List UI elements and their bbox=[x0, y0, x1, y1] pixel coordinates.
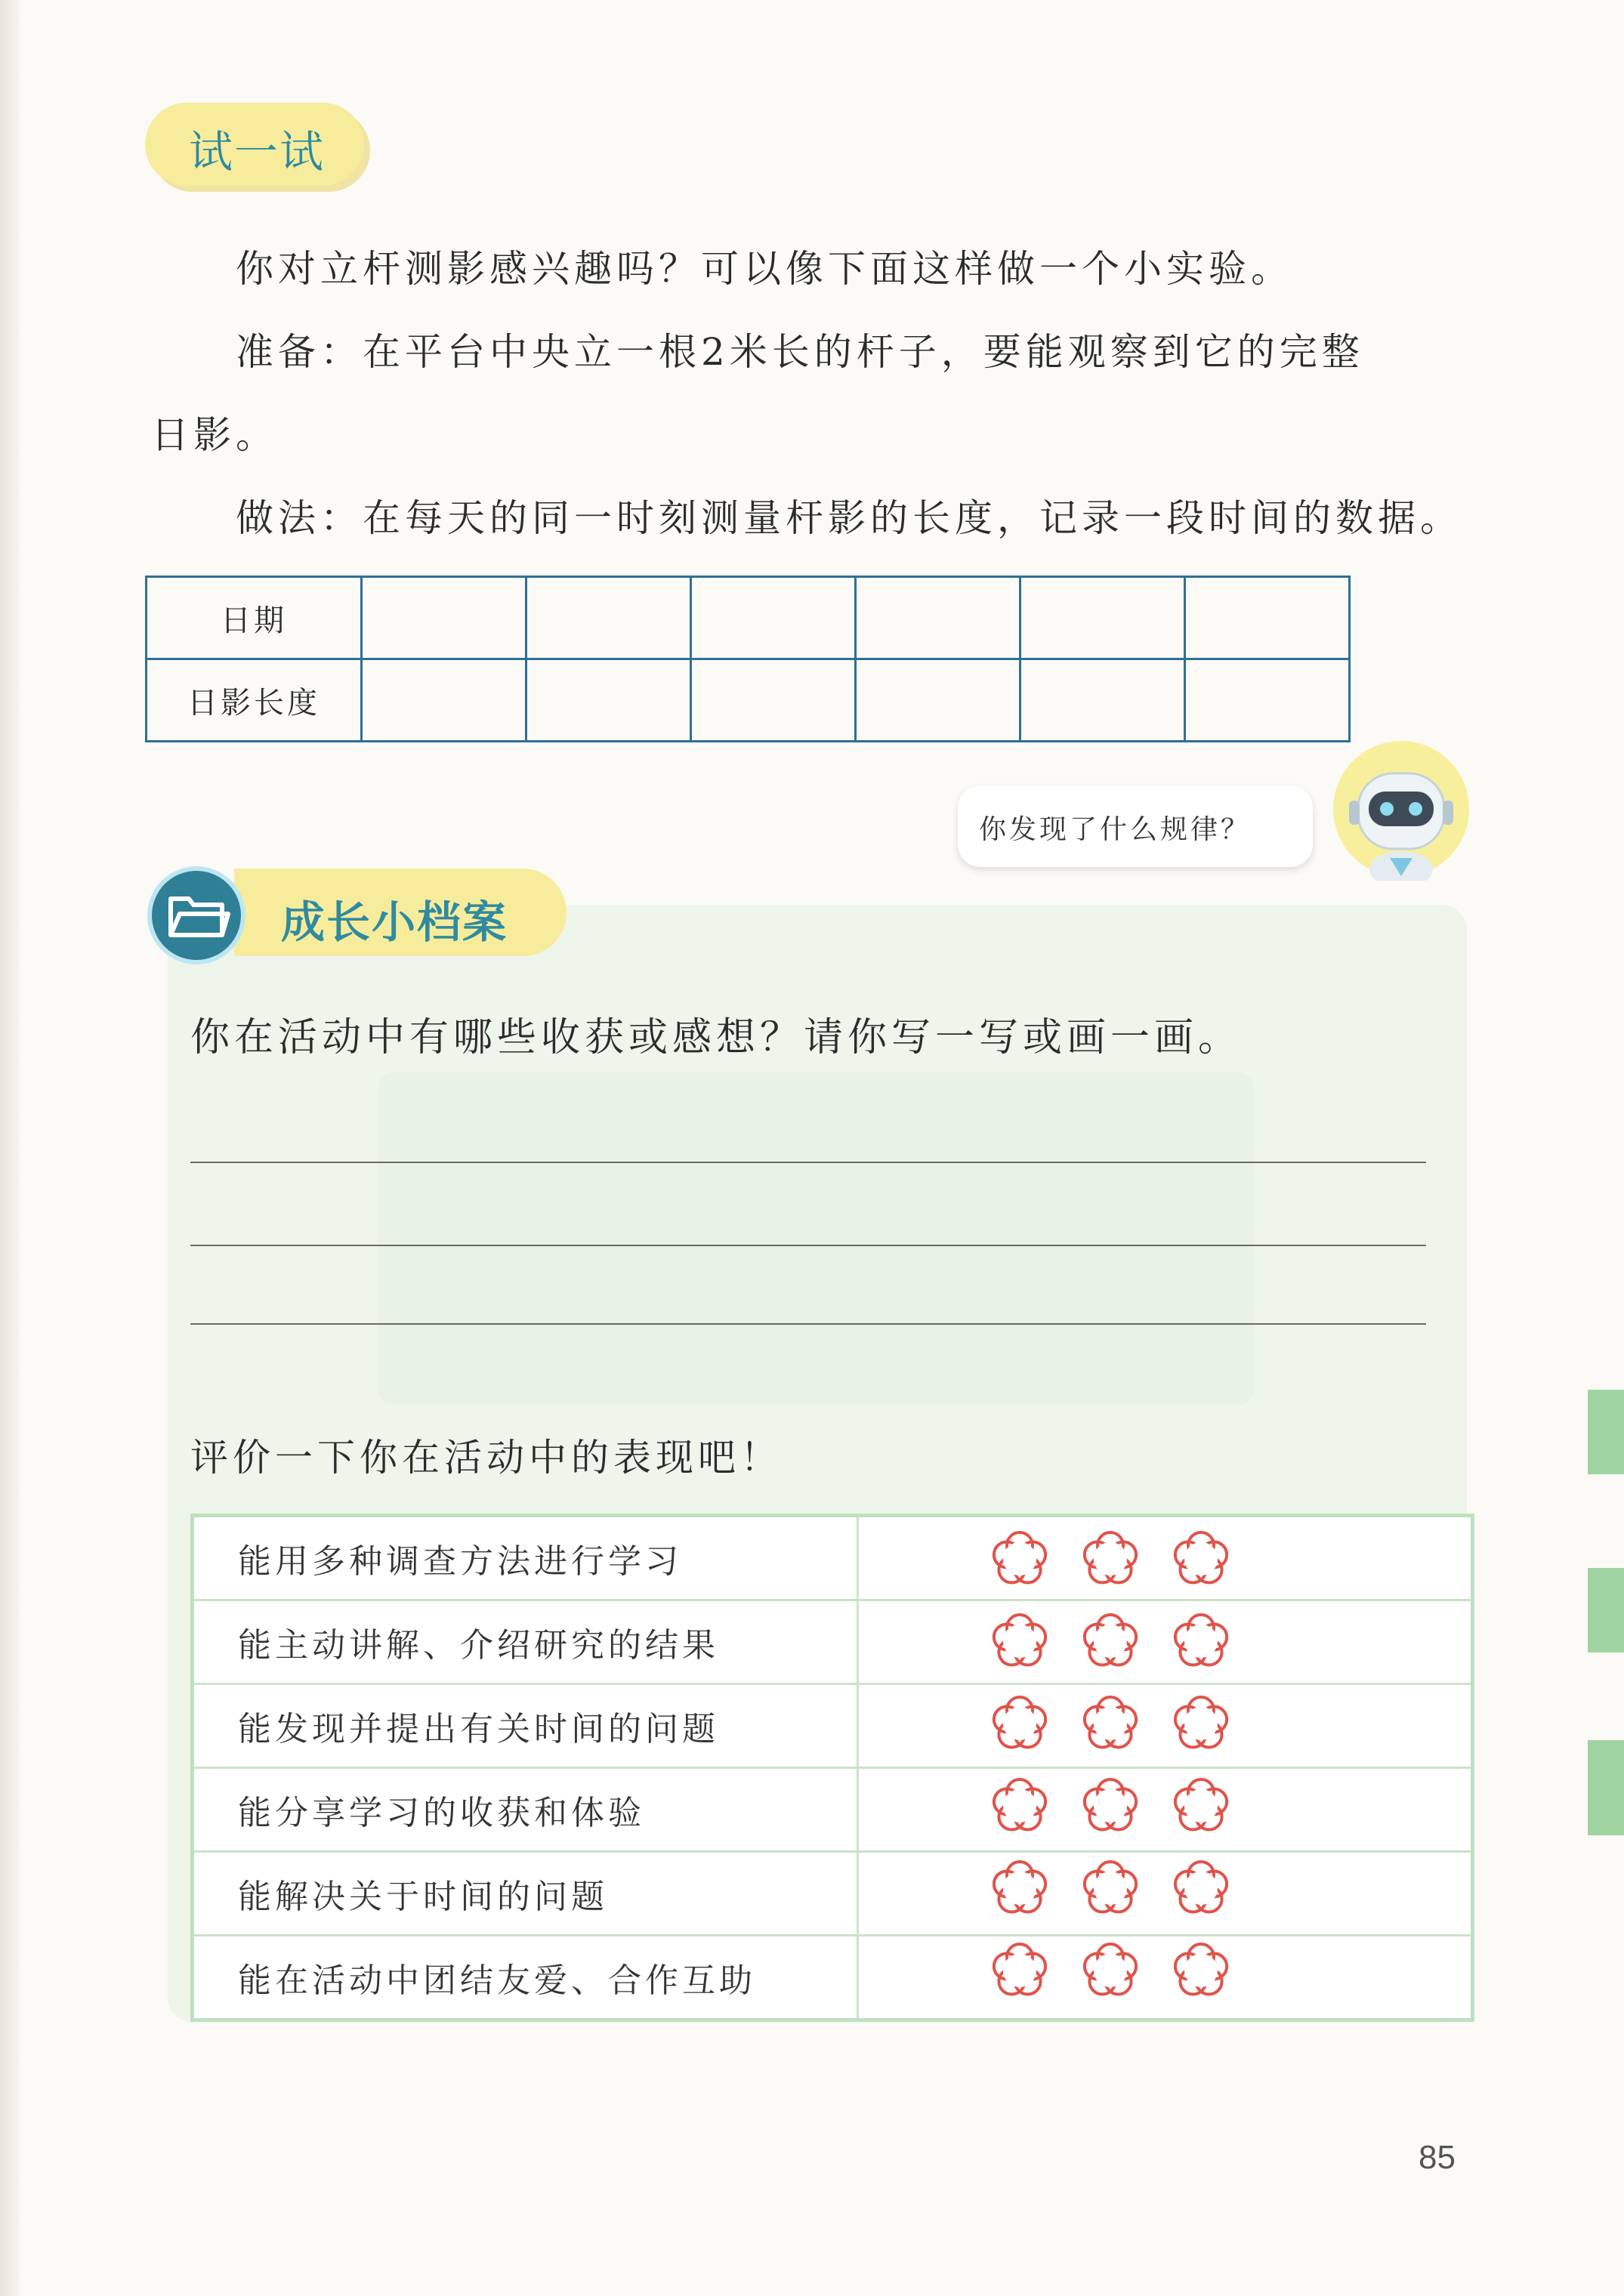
date-header: 日期 bbox=[147, 577, 362, 659]
evaluation-row bbox=[193, 1516, 1473, 1600]
date-cell[interactable] bbox=[362, 577, 526, 659]
date-cell[interactable] bbox=[1185, 577, 1350, 659]
star-rating-cell[interactable] bbox=[858, 1600, 1473, 1684]
reflection-prompt: 你在活动中有哪些收获或感想？请你写一写或画一画。 bbox=[190, 1015, 1243, 1060]
rating-flower-icon[interactable] bbox=[986, 1690, 1054, 1757]
star-rating-cell[interactable] bbox=[858, 1768, 1473, 1852]
robot-speech-text: 你发现了什么规律？ bbox=[979, 814, 1252, 845]
rating-flower-icon[interactable] bbox=[1167, 1690, 1235, 1757]
evaluation-item: 能发现并提出有关时间的问题 bbox=[193, 1684, 858, 1768]
folder-icon bbox=[144, 863, 249, 968]
robot-speech-bubble bbox=[958, 785, 1313, 867]
rating-flower-icon[interactable] bbox=[1076, 1854, 1144, 1922]
rating-flower-icon[interactable] bbox=[1167, 1772, 1235, 1840]
writing-line[interactable] bbox=[190, 1245, 1426, 1246]
shadow-length-header: 日影长度 bbox=[147, 659, 362, 742]
growth-section-banner bbox=[234, 869, 567, 956]
shadow-length-cell[interactable] bbox=[691, 659, 856, 742]
shadow-length-cell[interactable] bbox=[1020, 659, 1185, 742]
evaluation-row bbox=[193, 1600, 1473, 1684]
prep-line-1: 准备：在平台中央立一根2米长的杆子，要能观察到它的完整 bbox=[236, 330, 1364, 374]
date-cell[interactable] bbox=[526, 577, 691, 659]
rating-flower-icon[interactable] bbox=[986, 1936, 1054, 2004]
shadow-length-cell[interactable] bbox=[526, 659, 691, 742]
shadow-length-cell[interactable] bbox=[1185, 659, 1350, 742]
date-row bbox=[147, 577, 1350, 659]
evaluation-item: 能用多种调查方法进行学习 bbox=[193, 1516, 858, 1600]
rating-flower-icon[interactable] bbox=[1076, 1772, 1144, 1840]
shadow-length-row bbox=[147, 659, 1350, 742]
evaluation-item: 能解决关于时间的问题 bbox=[193, 1852, 858, 1936]
evaluation-item: 能在活动中团结友爱、合作互助 bbox=[193, 1936, 858, 2020]
date-cell[interactable] bbox=[1020, 577, 1185, 659]
rating-flower-icon[interactable] bbox=[1076, 1607, 1144, 1675]
panel-background-image bbox=[378, 1072, 1254, 1405]
date-cell[interactable] bbox=[856, 577, 1020, 659]
method-text: 做法：在每天的同一时刻测量杆影的长度，记录一段时间的数据。 bbox=[236, 496, 1462, 540]
evaluation-title: 评价一下你在活动中的表现吧！ bbox=[190, 1436, 783, 1480]
rating-flower-icon[interactable] bbox=[986, 1772, 1054, 1840]
rating-flower-icon[interactable] bbox=[1167, 1607, 1235, 1675]
growth-section-title: 成长小档案 bbox=[281, 896, 508, 948]
star-rating-cell[interactable] bbox=[858, 1852, 1473, 1936]
edge-tab bbox=[1588, 1740, 1624, 1835]
rating-flower-icon[interactable] bbox=[1167, 1936, 1235, 2004]
evaluation-item: 能分享学习的收获和体验 bbox=[193, 1768, 858, 1852]
rating-flower-icon[interactable] bbox=[1076, 1690, 1144, 1757]
try-section-badge bbox=[145, 103, 364, 186]
evaluation-row bbox=[193, 1852, 1473, 1936]
self-evaluation-table bbox=[190, 1514, 1474, 2022]
rating-flower-icon[interactable] bbox=[986, 1525, 1054, 1593]
writing-line[interactable] bbox=[190, 1323, 1426, 1325]
shadow-record-table bbox=[145, 576, 1351, 742]
edge-tab bbox=[1588, 1390, 1624, 1474]
star-rating-cell[interactable] bbox=[858, 1516, 1473, 1600]
rating-flower-icon[interactable] bbox=[1076, 1936, 1144, 2004]
rating-flower-icon[interactable] bbox=[1076, 1525, 1144, 1593]
star-rating-cell[interactable] bbox=[858, 1936, 1473, 2020]
try-section-title: 试一试 bbox=[189, 126, 326, 177]
rating-flower-icon[interactable] bbox=[986, 1607, 1054, 1675]
shadow-length-cell[interactable] bbox=[856, 659, 1020, 742]
evaluation-item: 能主动讲解、介绍研究的结果 bbox=[193, 1600, 858, 1684]
evaluation-row bbox=[193, 1684, 1473, 1768]
evaluation-row bbox=[193, 1768, 1473, 1852]
try-intro: 你对立杆测影感兴趣吗？可以像下面这样做一个小实验。 bbox=[236, 247, 1293, 291]
page-spine bbox=[0, 0, 20, 2296]
edge-tab bbox=[1588, 1568, 1624, 1653]
date-cell[interactable] bbox=[691, 577, 856, 659]
page-number: 85 bbox=[1419, 2139, 1456, 2176]
rating-flower-icon[interactable] bbox=[986, 1854, 1054, 1922]
shadow-length-cell[interactable] bbox=[362, 659, 526, 742]
robot-icon bbox=[1329, 737, 1473, 881]
evaluation-row bbox=[193, 1936, 1473, 2020]
star-rating-cell[interactable] bbox=[858, 1684, 1473, 1768]
prep-line-2: 日影。 bbox=[151, 413, 278, 457]
writing-line[interactable] bbox=[190, 1162, 1426, 1163]
rating-flower-icon[interactable] bbox=[1167, 1854, 1235, 1922]
rating-flower-icon[interactable] bbox=[1167, 1525, 1235, 1593]
